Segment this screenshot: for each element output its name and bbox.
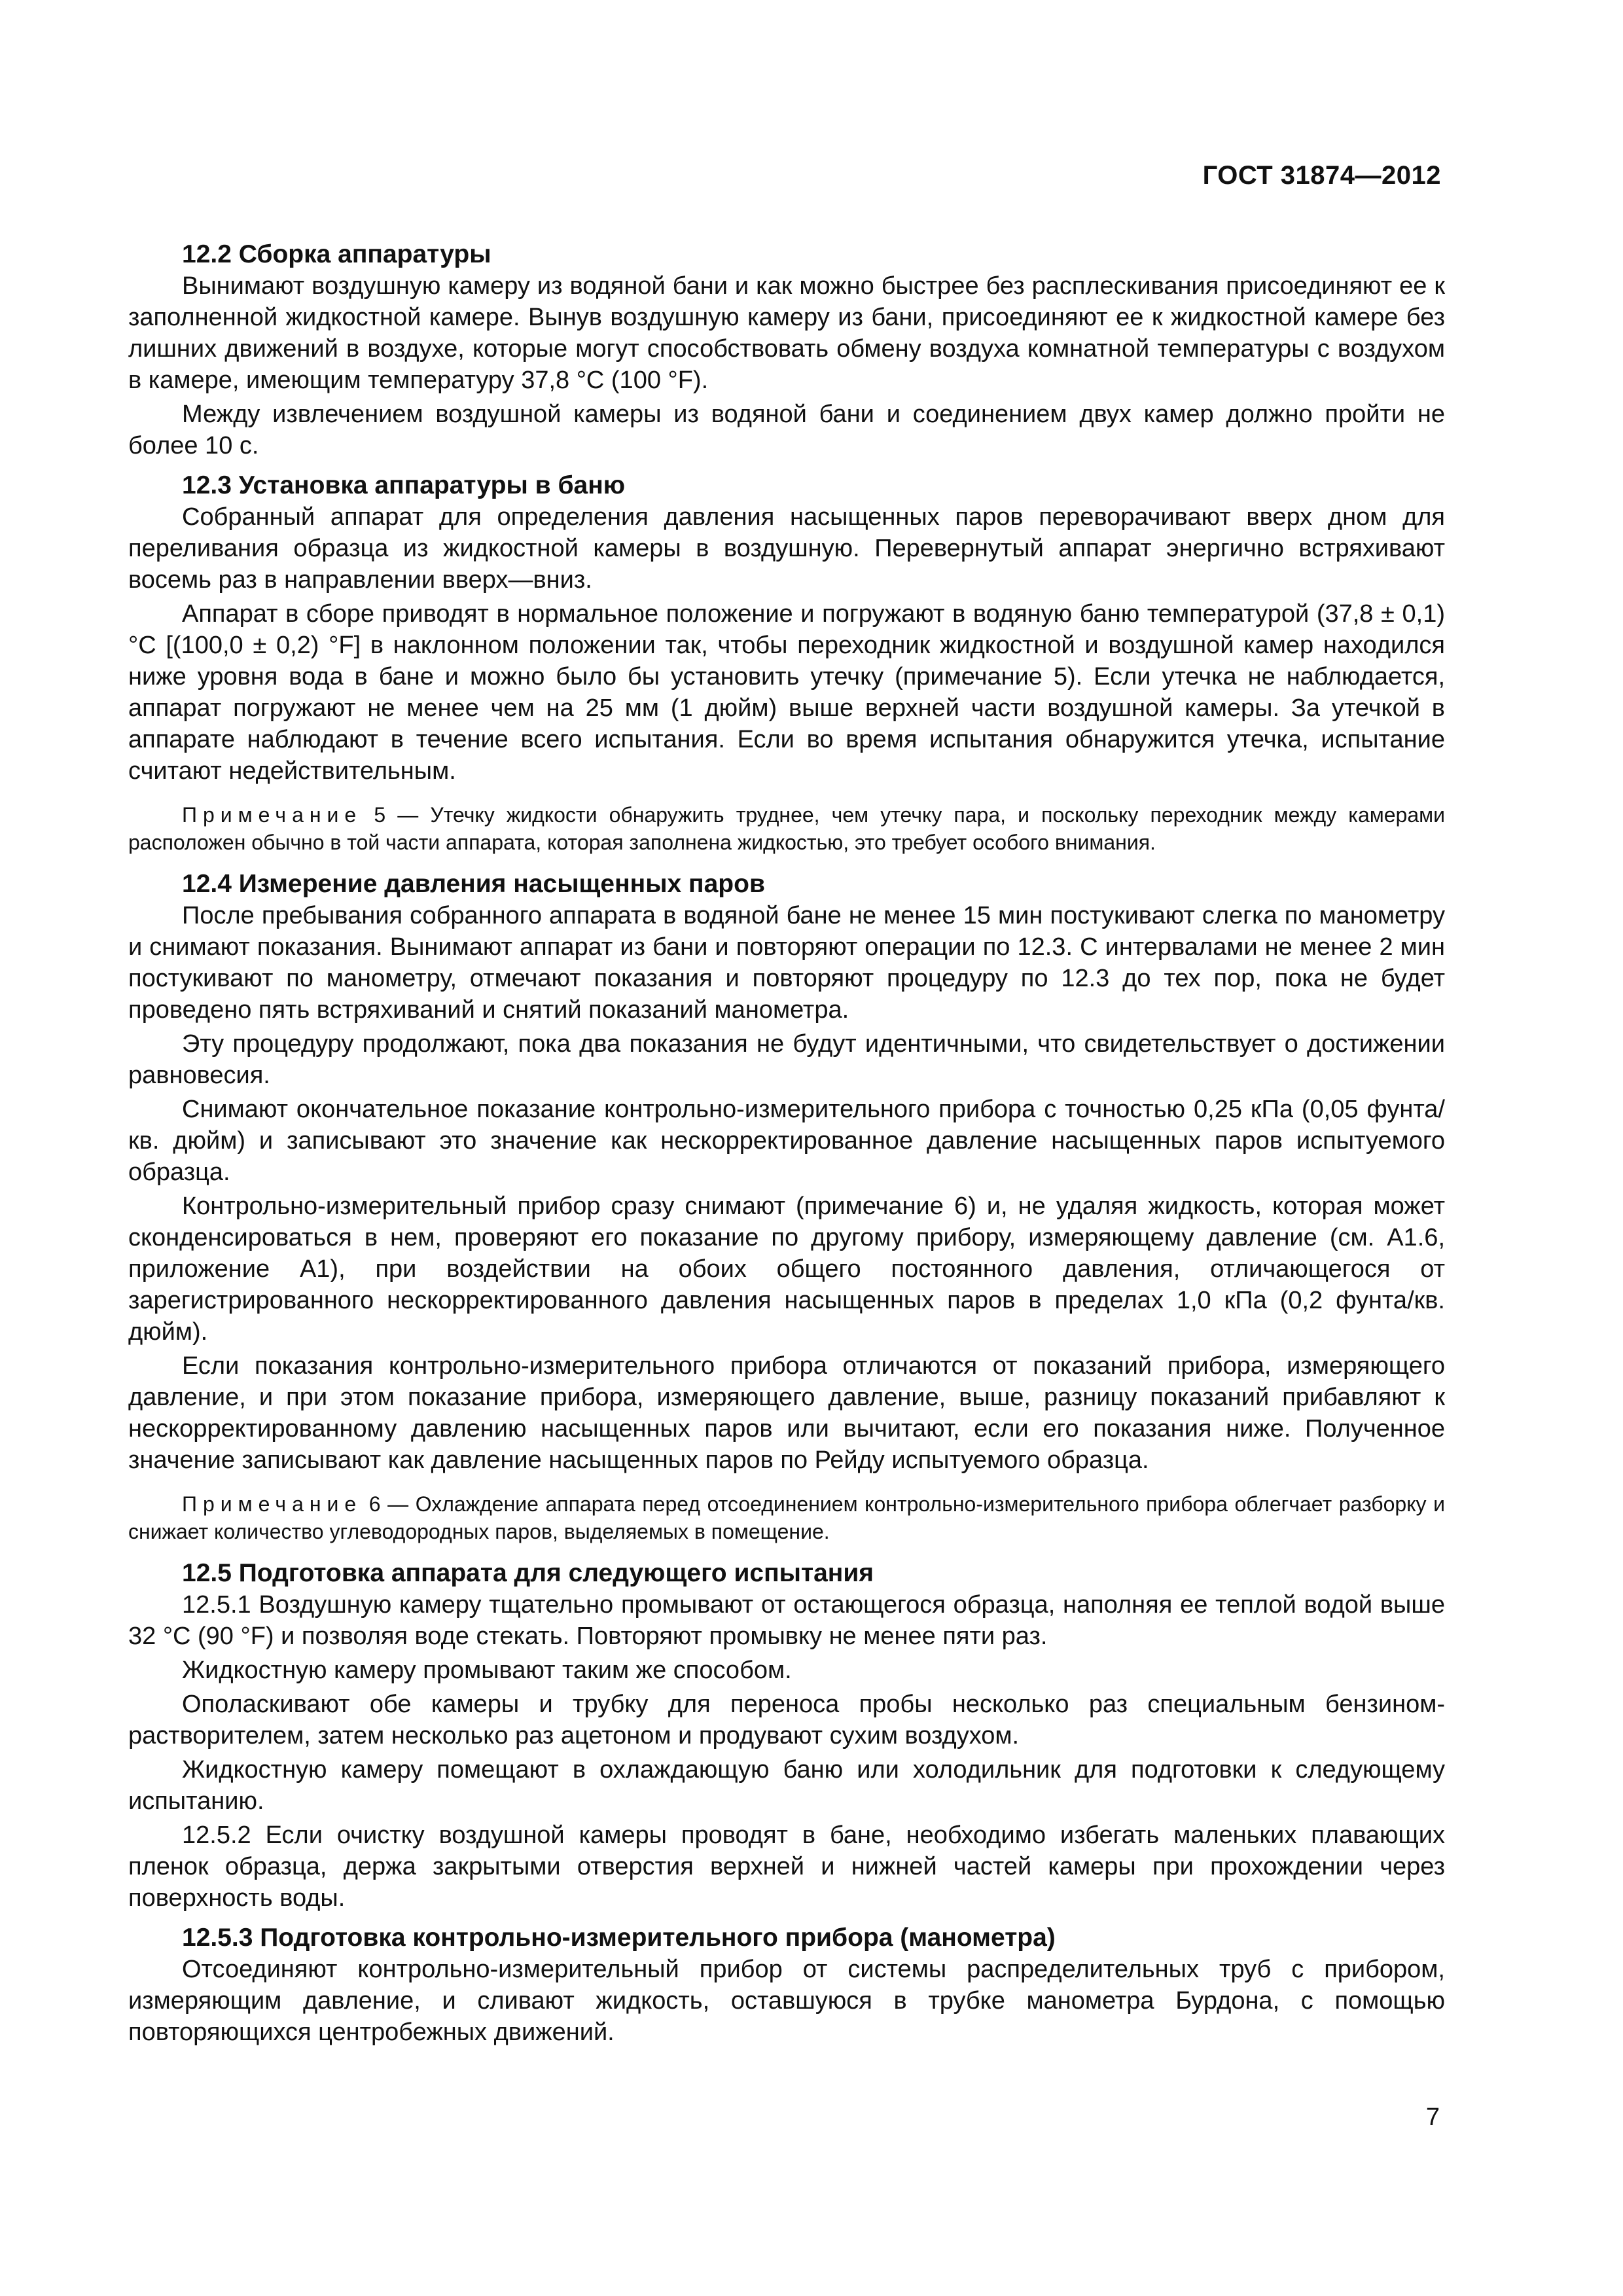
- paragraph: Жидкостную камеру помещают в охлаждающую баню или холодильник для подготовки к следующему испытанию.: [128, 1756, 1445, 1815]
- note-5: [128, 801, 1445, 856]
- paragraph: Отсоединяют контрольно-измерительный прибор от системы распределительных труб с прибором, измеряющим давление, и сливают жидкость, оставшуюся в трубке манометра Бурдона, с помощью повторяющихся центробежных движений.: [128, 1956, 1445, 2046]
- paragraph: 12.5.2 Если очистку воздушной камеры проводят в бане, необходимо избегать маленьких плавающих пленок образца, держа закрытыми отверстия верхней и нижней частей камеры при прохождении через поверхность воды.: [128, 1821, 1445, 1912]
- paragraph: Ополаскивают обе камеры и трубку для переноса пробы несколько раз специальным бензином-растворителем, затем несколько раз ацетоном и продувают сухим воздухом.: [128, 1691, 1445, 1749]
- section-title-12-5: 12.5 Подготовка аппарата для следующего испытания: [182, 1559, 874, 1587]
- paragraph: Вынимают воздушную камеру из водяной бани и как можно быстрее без расплескивания присоединяют ее к заполненной жидкостной камере. Вынув воздушную камеру из бани, присоединяют ее к жидкостной камере без лишних движений в воздухе, которые могут способствовать обмену воздуха комнатной температуры с воздухом в камере, имеющим температуру 37,8 °С (100 °F).: [128, 272, 1445, 394]
- standard-code-header: ГОСТ 31874—2012: [1202, 161, 1441, 190]
- note-6: [128, 1490, 1445, 1545]
- section-title-12-2: 12.2 Сборка аппаратуры: [182, 240, 491, 268]
- paragraph: Собранный аппарат для определения давления насыщенных паров переворачивают вверх дном для переливания образца из жидкостной камеры в воздушную. Перевернутый аппарат энергично встряхивают восемь раз в направлении вверх—вниз.: [128, 503, 1445, 594]
- paragraph: Контрольно-измерительный прибор сразу снимают (примечание 6) и, не удаляя жидкость, которая может сконденсироваться в нем, проверяют его показание по другому прибору, измеряющему давление (см. А1.6, приложение А1), при воздействии на обоих общего постоянного давления, отличающегося от зарегистрированного нескорректированного давления насыщенных паров в пределах 1,0 кПа (0,2 фунта/кв. дюйм).: [128, 1193, 1445, 1346]
- paragraph: Жидкостную камеру промывают таким же способом.: [182, 1657, 792, 1684]
- document-body: [128, 230, 1445, 2048]
- paragraph: Аппарат в сборе приводят в нормальное положение и погружают в водяную баню температурой (37,8 ± 0,1) °С [(100,0 ± 0,2) °F] в наклонном положении так, чтобы переходник жидкостной и воздушной камер находился ниже уровня вода в бане и можно было бы установить утечку (примечание 5). Если утечка не наблюдается, аппарат погружают не менее чем на 25 мм (1 дюйм) выше верхней части воздушной камеры. За утечкой в аппарате наблюдают в течение всего испытания. Если во время испытания обнаружится утечка, испытание считают недействительным.: [128, 600, 1445, 785]
- section-title-12-3: 12.3 Установка аппаратуры в баню: [182, 471, 626, 499]
- page-number: 7: [1425, 2104, 1440, 2131]
- note-label: Примечание: [182, 803, 363, 827]
- paragraph: Между извлечением воздушной камеры из водяной бани и соединением двух камер должно пройти не более 10 с.: [128, 401, 1445, 459]
- note-text: 6 — Охлаждение аппарата перед отсоединением контрольно-измерительного прибора облегчает разборку и снижает количество углеводородных паров, выделяемых в помещение.: [128, 1492, 1445, 1543]
- section-title-12-4: 12.4 Измерение давления насыщенных паров: [182, 870, 765, 898]
- paragraph: Снимают окончательное показание контрольно-измерительного прибора с точностью 0,25 кПа (0,05 фунта/кв. дюйм) и записывают это значение как нескорректированное давление насыщенных паров испытуемого образца.: [128, 1096, 1445, 1186]
- paragraph: Эту процедуру продолжают, пока два показания не будут идентичными, что свидетельствует о достижении равновесия.: [128, 1030, 1445, 1089]
- paragraph: 12.5.1 Воздушную камеру тщательно промывают от остающегося образца, наполняя ее теплой водой выше 32 °С (90 °F) и позволяя воде стекать. Повторяют промывку не менее пяти раз.: [128, 1591, 1445, 1650]
- note-label: Примечание: [182, 1492, 363, 1516]
- section-title-12-5-3: 12.5.3 Подготовка контрольно-измерительного прибора (манометра): [182, 1924, 1056, 1952]
- paragraph: Если показания контрольно-измерительного прибора отличаются от показаний прибора, измеряющего давление, и при этом показание прибора, измеряющего давление, выше, разницу показаний прибавляют к нескорректированному давлению насыщенных паров или вычитают, если его показания ниже. Полученное значение записывают как давление насыщенных паров по Рейду испытуемого образца.: [128, 1352, 1445, 1474]
- paragraph: После пребывания собранного аппарата в водяной бане не менее 15 мин постукивают слегка по манометру и снимают показания. Вынимают аппарат из бани и повторяют операции по 12.3. С интервалами не менее 2 мин постукивают по манометру, отмечают показания и повторяют процедуру по 12.3 до тех пор, пока не будет проведено пять встряхиваний и снятий показаний манометра.: [128, 902, 1445, 1024]
- note-text: 5 — Утечку жидкости обнаружить труднее, чем утечку пара, и поскольку переходник между камерами расположен обычно в той части аппарата, которая заполнена жидкостью, это требует особого внимания.: [128, 803, 1445, 854]
